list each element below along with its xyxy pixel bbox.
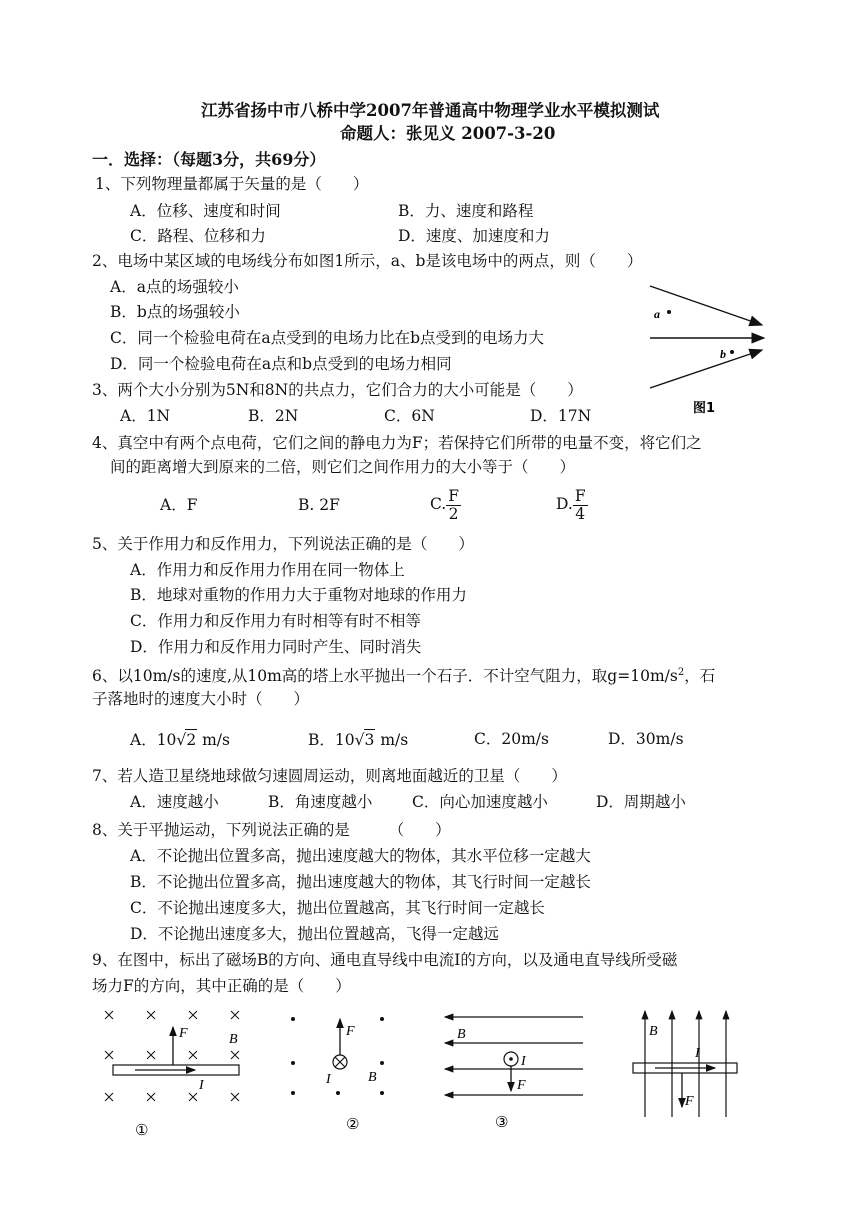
q6-option-d: D．30m/s	[608, 730, 684, 748]
page-title: 江苏省扬中市八桥中学2007年普通高中物理学业水平模拟测试	[201, 101, 660, 120]
field-line-bottom	[650, 350, 762, 388]
q4-option-d-fraction	[573, 488, 588, 523]
label-B: B	[229, 1032, 238, 1047]
q4-option-c-fraction	[446, 488, 461, 523]
q4-stem-line2: 间的距离增大到原来的二倍，则它们之间作用力的大小等于（ ）	[110, 458, 576, 476]
q6-a-radicand: 2	[186, 731, 197, 749]
q3-option-b: B．2N	[248, 407, 299, 425]
figure-9-4	[625, 1005, 755, 1140]
q6-stem-text: 6、以10m/s的速度,从10m高的塔上水平抛出一个石子．不计空气阻力，取g=10m/s	[92, 667, 678, 686]
q8-option-d: D．不论抛出速度多大，抛出位置越高，飞得一定越远	[130, 925, 499, 943]
label-I: I	[326, 1072, 331, 1087]
q1-option-a: A．位移、速度和时间	[130, 202, 281, 220]
q4-option-b: B. 2F	[298, 496, 340, 514]
label-B: B	[649, 1024, 658, 1039]
section-heading: 一．选择：（每题3分，共69分）	[92, 150, 326, 169]
q4-option-d	[556, 486, 588, 523]
q6-b-radicand: 3	[364, 731, 375, 749]
q6-stem-line1	[92, 663, 715, 686]
point-a-label: a	[654, 307, 660, 321]
q2-option-b: B．b点的场强较小	[110, 303, 240, 321]
figure-9-2	[280, 1005, 410, 1140]
figure-9-3	[435, 1005, 595, 1140]
q6-option-b: B．10√3 m/s	[308, 731, 409, 749]
figure-1-field-lines	[640, 278, 780, 418]
figure-number-1: ①	[135, 1121, 149, 1139]
q1-option-b: B．力、速度和路程	[398, 202, 534, 220]
label-B: B	[457, 1027, 466, 1042]
q2-option-a: A．a点的场强较小	[110, 278, 239, 296]
figure-number-2: ②	[346, 1115, 360, 1133]
q4-c-denominator: 2	[448, 504, 459, 523]
q8-option-b: B．不论抛出位置多高，抛出速度越大的物体，其飞行时间一定越长	[130, 873, 591, 891]
q1-stem: 1、下列物理量都属于矢量的是（ ）	[95, 175, 369, 193]
q5-option-a: A．作用力和反作用力作用在同一物体上	[130, 561, 405, 579]
q3-option-a: A．1N	[120, 407, 171, 425]
q6-superscript: 2	[677, 667, 685, 678]
label-I: I	[521, 1054, 526, 1069]
q7-option-c: C．向心加速度越小	[412, 793, 548, 811]
q4-stem-line1: 4、真空中有两个点电荷，它们之间的静电力为F；若保持它们所带的电量不变，将它们之	[92, 434, 702, 452]
q4-option-d-prefix: D.	[556, 495, 573, 513]
q5-stem: 5、关于作用力和反作用力，下列说法正确的是（ ）	[92, 535, 474, 553]
label-B: B	[368, 1070, 377, 1085]
q6-stem-tail: ，石	[684, 667, 716, 686]
q7-option-b: B．角速度越小	[268, 793, 373, 811]
q8-option-a: A．不论抛出位置多高，抛出速度越大的物体，其水平位移一定越大	[130, 847, 591, 865]
current-out-of-page	[509, 1057, 513, 1061]
q4-d-denominator: 4	[575, 504, 586, 523]
figure-9-1	[95, 1005, 255, 1140]
field-line-top	[650, 286, 762, 325]
q2-option-d: D．同一个检验电荷在a点和b点受到的电场力相同	[110, 355, 452, 373]
q1-option-c: C．路程、位移和力	[130, 227, 266, 245]
q6-a-unit: m/s	[197, 731, 230, 749]
q5-option-d: D．作用力和反作用力同时产生、同时消失	[130, 638, 422, 656]
point-b-label: b	[720, 347, 726, 361]
q6-option-c: C．20m/s	[474, 730, 549, 748]
label-F: F	[685, 1094, 694, 1109]
q4-option-c	[430, 486, 461, 523]
q4-c-numerator: F	[448, 486, 459, 505]
label-F: F	[517, 1078, 526, 1093]
label-I: I	[695, 1046, 700, 1061]
b-field-crosses	[105, 1011, 239, 1101]
q1-option-d: D．速度、加速度和力	[398, 227, 550, 245]
point-a	[667, 310, 671, 314]
figure-1-caption: 图1	[693, 401, 716, 416]
q6-b-unit: m/s	[375, 731, 409, 749]
q3-option-c: C．6N	[384, 407, 435, 425]
point-b	[730, 350, 734, 354]
q8-stem: 8、关于平抛运动，下列说法正确的是 （ ）	[92, 821, 451, 839]
q7-option-d: D．周期越小	[596, 793, 686, 811]
q6-option-a: A．10√2 m/s	[130, 731, 230, 749]
q9-stem-line2: 场力F的方向，其中正确的是（ ）	[92, 977, 351, 995]
q4-d-numerator: F	[574, 486, 586, 505]
q7-stem: 7、若人造卫星绕地球做匀速圆周运动，则离地面越近的卫星（ ）	[92, 767, 567, 785]
label-F: F	[346, 1024, 355, 1039]
q8-option-c: C．不论抛出速度多大，抛出位置越高，其飞行时间一定越长	[130, 899, 545, 917]
author-line: 命题人：张见义 2007-3-20	[340, 124, 556, 143]
q5-option-c: C．作用力和反作用力有时相等有时不相等	[130, 612, 421, 630]
q6-a-coef: A．10	[130, 731, 177, 749]
q3-option-d: D．17N	[530, 407, 592, 425]
label-I: I	[199, 1078, 204, 1093]
q6-b-coef: B．10	[308, 731, 355, 749]
q2-stem: 2、电场中某区域的电场线分布如图1所示，a、b是该电场中的两点，则（ ）	[92, 252, 643, 270]
q9-stem-line1: 9、在图中，标出了磁场B的方向、通电直导线中电流I的方向，以及通电直导线所受磁	[92, 951, 678, 969]
figure-number-3: ③	[495, 1113, 509, 1131]
q4-option-a: A．F	[160, 496, 198, 514]
q7-option-a: A．速度越小	[130, 793, 219, 811]
q2-option-c: C．同一个检验电荷在a点受到的电场力比在b点受到的电场力大	[110, 329, 545, 347]
q6-stem-line2: 子落地时的速度大小时（ ）	[92, 690, 310, 708]
q5-option-b: B．地球对重物的作用力大于重物对地球的作用力	[130, 586, 467, 604]
q3-stem: 3、两个大小分别为5N和8N的共点力，它们合力的大小可能是（ ）	[92, 381, 583, 399]
q4-option-c-prefix: C.	[430, 495, 447, 513]
label-F: F	[179, 1026, 188, 1041]
